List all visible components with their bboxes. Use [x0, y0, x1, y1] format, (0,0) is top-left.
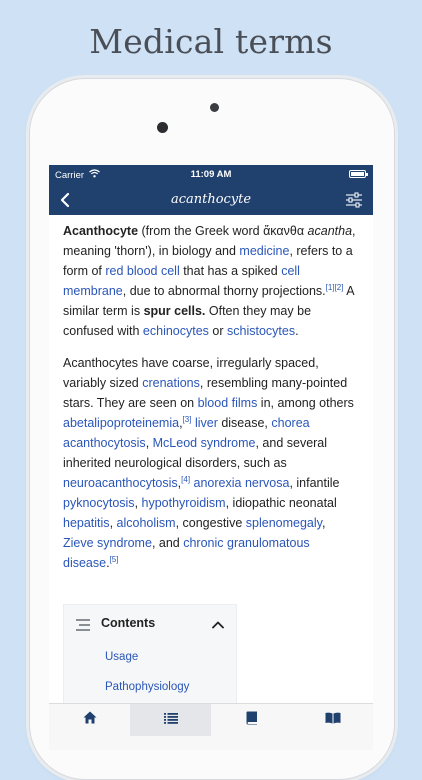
link-medicine[interactable]: medicine: [239, 244, 290, 258]
list-icon: [164, 711, 178, 729]
link-abetalipoproteinemia[interactable]: abetalipoproteinemia: [63, 416, 180, 430]
link-zieve-syndrome[interactable]: Zieve syndrome: [63, 536, 152, 550]
article-paragraph-2: [63, 353, 359, 573]
transliteration: acantha: [307, 224, 353, 238]
table-of-contents: [63, 604, 237, 716]
book-icon: [246, 711, 258, 730]
article-body: [63, 221, 359, 585]
link-schistocytes[interactable]: schistocytes: [227, 324, 296, 338]
spur-cells-bold: spur cells.: [143, 304, 206, 318]
toc-title: Contents: [101, 616, 156, 630]
text: ,: [177, 476, 182, 490]
greek-word: ἄκανθα: [263, 224, 305, 238]
text: ,: [109, 516, 117, 530]
text: , meaning 'thorn'), in biology and: [63, 224, 356, 258]
text: disease,: [217, 416, 272, 430]
toc-item-usage[interactable]: Usage: [105, 651, 139, 663]
speaker: [210, 103, 219, 112]
text: ,: [321, 516, 326, 530]
settings-sliders-icon[interactable]: [345, 192, 363, 208]
nav-bar: [49, 185, 373, 215]
text: ,: [134, 496, 142, 510]
status-time: 11:09 AM: [190, 169, 232, 180]
battery-icon: [349, 170, 366, 178]
link-chronic-granulomatous-disease[interactable]: chronic granulomatous disease: [63, 536, 310, 570]
text: , resembling many-pointed stars. They are seen on: [63, 376, 348, 410]
text: in, among others: [257, 396, 354, 410]
promo-headline: Medical terms: [89, 22, 333, 61]
link-splenomegaly[interactable]: splenomegaly: [245, 516, 322, 530]
text: Acanthocytes have coarse, irregularly spaced, variably sized: [63, 356, 319, 390]
text: , congestive: [175, 516, 246, 530]
front-camera: [157, 122, 168, 133]
article-paragraph-1: [63, 221, 359, 341]
text: Often they may be confused with: [63, 304, 312, 338]
link-cell-membrane[interactable]: cell membrane: [63, 264, 300, 298]
status-bar: [49, 165, 373, 185]
link-mcleod-syndrome[interactable]: McLeod syndrome: [152, 436, 256, 450]
link-hypothyroidism[interactable]: hypothyroidism: [141, 496, 226, 510]
tab-bookmarks[interactable]: [211, 704, 292, 736]
toc-item-pathophysiology[interactable]: Pathophysiology: [105, 681, 190, 693]
home-icon: [83, 711, 97, 729]
chevron-up-icon[interactable]: [212, 617, 224, 635]
text: , infantile: [289, 476, 340, 490]
link-pyknocytosis[interactable]: pyknocytosis: [63, 496, 135, 510]
ref-4[interactable]: [4]: [181, 474, 191, 484]
text: , due to abnormal thorny projections.: [122, 284, 326, 298]
text: or: [208, 324, 227, 338]
text: .: [295, 324, 299, 338]
tab-library[interactable]: [292, 704, 373, 736]
link-hepatitis[interactable]: hepatitis: [63, 516, 110, 530]
text: , idiopathic neonatal: [225, 496, 337, 510]
text: A similar term is: [63, 284, 354, 318]
app-screen: [49, 165, 373, 750]
link-liver[interactable]: liver: [194, 416, 218, 430]
toc-list-icon: [76, 618, 90, 636]
text: .: [106, 556, 110, 570]
text: (from the Greek word: [138, 224, 264, 238]
text: ,: [145, 436, 153, 450]
link-alcoholism[interactable]: alcoholism: [116, 516, 176, 530]
text: , and several inherited neurological disorders, such as: [63, 436, 328, 470]
text: , and: [151, 536, 184, 550]
page-title: acanthocyte: [170, 192, 252, 207]
link-crenations[interactable]: crenations: [142, 376, 200, 390]
link-neuroacanthocytosis[interactable]: neuroacanthocytosis: [63, 476, 178, 490]
ref-5[interactable]: [5]: [109, 554, 119, 564]
tab-contents[interactable]: [130, 704, 211, 736]
link-chorea-acanthocytosis[interactable]: chorea acanthocytosis: [63, 416, 310, 450]
link-blood-films[interactable]: blood films: [197, 396, 258, 410]
text: , refers to a form of: [63, 244, 353, 278]
text: that has a spiked: [179, 264, 282, 278]
ref-3[interactable]: [3]: [182, 414, 192, 424]
ref-2[interactable]: [2]: [334, 282, 344, 292]
tab-bar: [49, 703, 373, 750]
link-anorexia-nervosa[interactable]: anorexia nervosa: [193, 476, 290, 490]
tab-home[interactable]: [49, 704, 130, 736]
ref-1[interactable]: [1]: [325, 282, 335, 292]
term-bold: Acanthocyte: [63, 224, 139, 238]
link-echinocytes[interactable]: echinocytes: [142, 324, 209, 338]
text: ,: [179, 416, 183, 430]
carrier-label: Carrier: [55, 170, 85, 181]
link-red-blood-cell[interactable]: red blood cell: [105, 264, 180, 278]
open-book-icon: [325, 711, 341, 729]
